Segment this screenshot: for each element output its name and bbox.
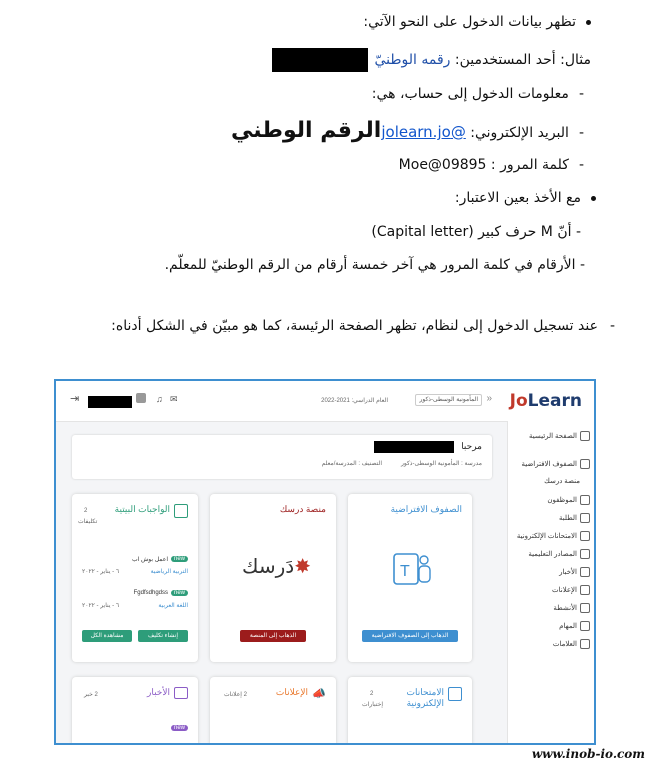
national-id-text: الرقم الوطني bbox=[230, 118, 382, 143]
bullet-icon bbox=[591, 196, 596, 201]
new-badge: new bbox=[171, 556, 188, 562]
activities-icon bbox=[580, 603, 590, 613]
notifications-icon[interactable]: ♫ bbox=[156, 394, 163, 404]
star-icon: ✸ bbox=[294, 554, 311, 578]
home-icon bbox=[580, 431, 590, 441]
example-value: رقمه الوطنيّ bbox=[374, 52, 451, 68]
create-assignment-button[interactable]: إنشاء تكليف bbox=[138, 630, 188, 642]
exams-count-label: إختبارات bbox=[362, 702, 384, 708]
card-news bbox=[72, 677, 198, 745]
logout-icon[interactable]: ⇥ bbox=[70, 393, 80, 405]
darsak-logo: دَرسك✸ bbox=[242, 554, 311, 578]
footer-url: www.inob-io.com bbox=[531, 747, 645, 761]
card-title: الواجبات البيتية bbox=[114, 504, 170, 514]
year-select[interactable]: العام الدراسي: 2021-2022 bbox=[321, 398, 388, 404]
tasks-icon bbox=[580, 621, 590, 631]
homework-count-label: تكليفات bbox=[78, 519, 98, 525]
password-value: Moe@09895 bbox=[398, 157, 487, 173]
card-homework bbox=[72, 494, 198, 662]
employees-icon bbox=[580, 495, 590, 505]
collapse-icon[interactable]: » bbox=[486, 393, 492, 404]
sidebar-item-students[interactable]: الطلبة bbox=[559, 513, 590, 523]
card-darsak bbox=[210, 494, 336, 662]
consider-line: مع الأخذ بعين الاعتبار: bbox=[455, 190, 596, 206]
exam-icon bbox=[580, 531, 590, 541]
school-select[interactable]: المأمونية الوسطى-ذكور bbox=[415, 394, 482, 406]
homework-item-date: ٦ - يناير - ٢٠٢٢ bbox=[82, 603, 120, 609]
sidebar-item-activities[interactable]: الأنشطة bbox=[553, 603, 590, 613]
redacted-username bbox=[88, 396, 132, 408]
example-line: مثال: أحد المستخدمين: رقمه الوطنيّ bbox=[272, 48, 591, 72]
card-announcements bbox=[210, 677, 336, 745]
note-digits: - الأرقام في كلمة المرور هي آخر خمسة أرقام من الرقم الوطنيّ للمعلّم. bbox=[164, 257, 585, 273]
jolearn-screenshot bbox=[54, 379, 596, 745]
welcome-greeting: مرحبا bbox=[461, 441, 482, 451]
sidebar-item-tasks[interactable]: المهام bbox=[559, 621, 590, 631]
grades-icon bbox=[580, 639, 590, 649]
teams-icon bbox=[388, 544, 434, 594]
homework-item-title[interactable]: Fgdfsdhgdss bbox=[133, 590, 168, 596]
bullet-login-data: تظهر بيانات الدخول على النحو الآتي: bbox=[363, 14, 591, 30]
login-info-line: -معلومات الدخول إلى حساب، هي: bbox=[371, 86, 584, 102]
card-title: منصة درسك bbox=[279, 504, 326, 514]
homework-item-date: ٦ - يناير - ٢٠٢٢ bbox=[82, 569, 120, 575]
bullet-icon bbox=[586, 20, 591, 25]
view-all-button[interactable]: مشاهدة الكل bbox=[82, 630, 132, 642]
homework-item-subject: التربية الرياضية bbox=[150, 569, 188, 575]
jolearn-logo: JoLearn bbox=[509, 391, 582, 411]
card-title: الإعلانات bbox=[275, 687, 308, 697]
classroom-icon bbox=[580, 459, 590, 469]
resources-icon bbox=[580, 549, 590, 559]
homework-icon bbox=[174, 504, 188, 518]
email-line: -البريد الإلكتروني: @jolearn.joالرقم الوطني bbox=[230, 118, 584, 143]
svg-text:T: T bbox=[400, 563, 410, 580]
redacted-name bbox=[374, 441, 454, 453]
news-icon bbox=[580, 567, 590, 577]
news-icon bbox=[174, 687, 188, 699]
sidebar-item-virtual-classes[interactable]: الصفوف الافتراضية bbox=[521, 459, 590, 469]
exam-icon bbox=[448, 687, 462, 701]
homework-item-title[interactable]: اعمل بوش اب bbox=[131, 557, 168, 563]
homework-count: 2 bbox=[84, 508, 88, 514]
card-exams bbox=[348, 677, 472, 745]
email-domain: @jolearn.jo bbox=[381, 123, 466, 141]
megaphone-icon bbox=[580, 585, 590, 595]
note-capital: - أنّ M حرف كبير (Capital letter) bbox=[371, 224, 581, 240]
welcome-panel bbox=[72, 435, 492, 479]
app-topbar bbox=[56, 381, 594, 422]
exams-count: 2 bbox=[370, 691, 374, 697]
messages-icon[interactable]: ✉ bbox=[170, 394, 178, 404]
sidebar-item-home[interactable]: الصفحة الرئيسية bbox=[529, 431, 590, 441]
sidebar-item-darsak[interactable]: منصة درسك bbox=[544, 478, 580, 485]
students-icon bbox=[580, 513, 590, 523]
card-title: الصفوف الافتراضية bbox=[390, 504, 462, 514]
go-darsak-button[interactable]: الذهاب إلى المنصة bbox=[240, 630, 306, 642]
redacted-block bbox=[272, 48, 368, 72]
announcements-count: 2 إعلانات bbox=[224, 692, 247, 698]
sidebar-item-employees[interactable]: الموظفون bbox=[547, 495, 590, 505]
card-title: الأخبار bbox=[146, 687, 170, 697]
news-count: 2 خبر bbox=[84, 692, 98, 698]
app-sidebar bbox=[507, 421, 594, 743]
megaphone-icon: 📣 bbox=[312, 688, 326, 700]
card-title: الامتحانات الإلكترونية bbox=[406, 687, 444, 708]
go-virtual-classes-button[interactable]: الذهاب إلى الصفوف الافتراضية bbox=[362, 630, 458, 642]
sidebar-item-exams[interactable]: الامتحانات الإلكترونية bbox=[517, 531, 590, 541]
sidebar-item-resources[interactable]: المصادر التعليمية bbox=[528, 549, 590, 559]
new-badge: new bbox=[171, 725, 188, 731]
card-virtual-classes bbox=[348, 494, 472, 662]
welcome-school: مدرسة : المأمونية الوسطى-ذكور bbox=[400, 461, 482, 467]
sidebar-item-news[interactable]: الأخبار bbox=[559, 567, 590, 577]
sidebar-item-grades[interactable]: العلامات bbox=[553, 639, 590, 649]
homework-item-subject: اللغة العربية bbox=[158, 603, 188, 609]
app-main bbox=[56, 421, 508, 743]
password-line: -كلمة المرور : Moe@09895 bbox=[398, 157, 584, 173]
note-login: -عند تسجيل الدخول إلى لنظام، تظهر الصفحة الرئيسة، كما هو مبيّن في الشكل أدناه: bbox=[111, 318, 615, 334]
new-badge: new bbox=[171, 590, 188, 596]
avatar[interactable] bbox=[136, 393, 146, 403]
sidebar-item-announcements[interactable]: الإعلانات bbox=[552, 585, 590, 595]
welcome-role: التصنيف : المدرسة/معلم bbox=[321, 461, 382, 467]
